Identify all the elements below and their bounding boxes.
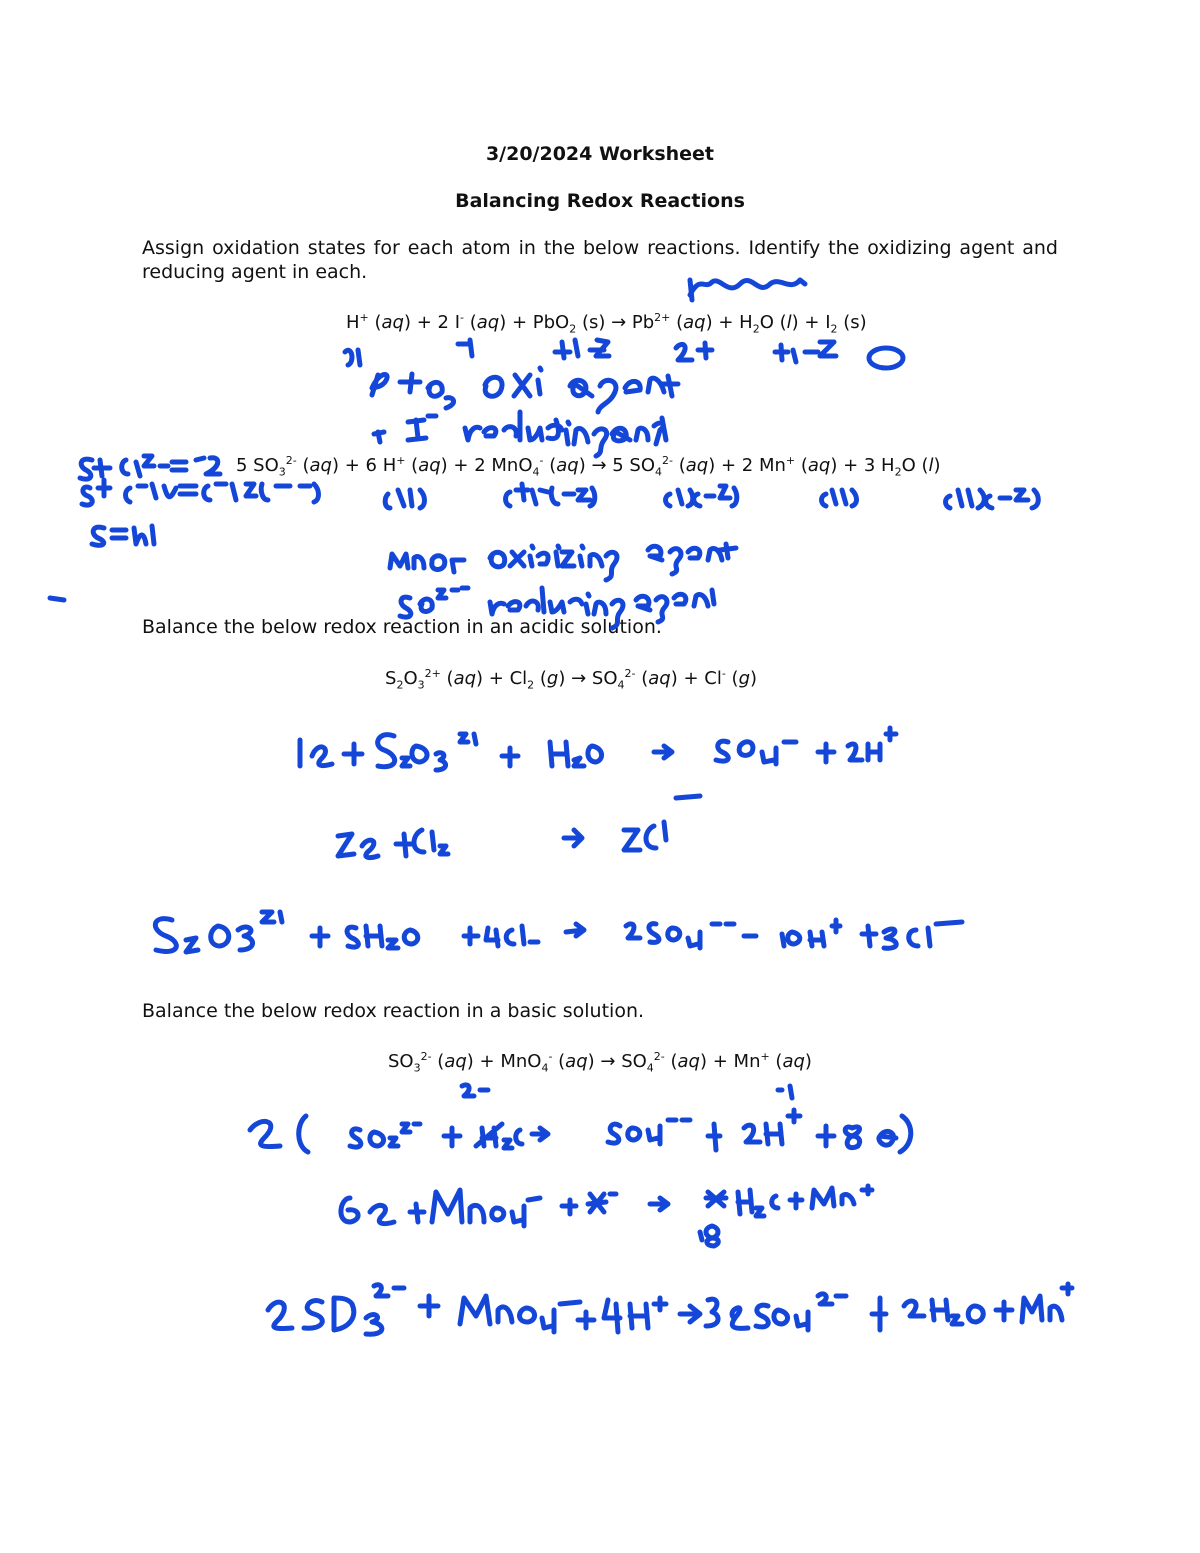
handwriting-scribble (624, 796, 700, 850)
handwriting-scribble (848, 728, 896, 760)
instructions-acidic: Balance the below redox reaction in an acidic solution. (142, 616, 662, 638)
handwriting-scribble (900, 1116, 911, 1152)
eq-part: ( (552, 1051, 566, 1072)
eq-part: ) → 5 SO (578, 455, 656, 476)
eq-part: ) + MnO (466, 1051, 542, 1072)
eq-part: ( (635, 668, 649, 689)
eq-sub: 3 (278, 465, 286, 479)
handwriting-scribble (300, 740, 332, 766)
eq-state: aq (556, 455, 579, 476)
eq-state: aq (565, 1051, 588, 1072)
eq-sup: - (539, 454, 544, 467)
eq-part: (s) → Pb (576, 312, 655, 333)
handwriting-scribble (608, 1120, 690, 1144)
handwriting-scribble (578, 1298, 666, 1332)
handwriting-scribble (268, 1285, 404, 1334)
eq-part: ) + I (791, 312, 831, 333)
eq-part: ) → SO (558, 668, 618, 689)
eq-sup: 2- (285, 454, 297, 467)
handwriting-scribble (372, 374, 454, 408)
eq-part: H (346, 312, 360, 333)
eq-sup: - (548, 1050, 553, 1063)
handwriting-scribble (666, 486, 737, 506)
eq-part: ) + Mn (699, 1051, 761, 1072)
handwriting-scribble (485, 368, 541, 396)
eq-state: g (738, 668, 750, 689)
eq-sub: 4 (532, 465, 540, 479)
handwriting-scribble (250, 1121, 280, 1146)
handwriting-scribble (946, 490, 1039, 508)
handwriting-scribble (818, 1126, 834, 1146)
eq-part: ) + Cl (670, 668, 722, 689)
handwriting-scribble (374, 416, 436, 442)
eq-part: ) (933, 455, 941, 476)
eq-part: ( (543, 455, 557, 476)
eq-part: ( (296, 455, 310, 476)
handwriting-scribble (312, 928, 328, 946)
handwriting-scribble (904, 1284, 1072, 1324)
eq-part: ( (405, 455, 419, 476)
handwriting-scribble (706, 1186, 872, 1216)
handwriting-scribble (344, 744, 362, 764)
eq-sup: - (460, 311, 464, 324)
handwriting-scribble (378, 734, 476, 770)
eq-state: aq (648, 668, 671, 689)
eq-sub: 4 (541, 1061, 549, 1075)
handwriting-scribble (432, 1190, 540, 1226)
eq-sup: 2+ (424, 667, 441, 680)
handwriting-circle (869, 348, 903, 368)
eq-part: ) (750, 668, 758, 689)
handwriting-scribble (299, 1116, 308, 1152)
eq-state: aq (677, 1051, 700, 1072)
handwriting-scribble (444, 1128, 460, 1146)
eq-part: O (403, 668, 418, 689)
eq-sub: 4 (646, 1061, 654, 1075)
equation-acidic (385, 667, 758, 692)
eq-sup: 2- (662, 454, 673, 467)
eq-part: ( (440, 668, 454, 689)
eq-sub: 4 (617, 678, 625, 692)
eq-state: aq (444, 1051, 467, 1072)
eq-sub: 2 (894, 465, 902, 479)
eq-part: ( (368, 312, 382, 333)
eq-sub: 3 (413, 1061, 421, 1075)
handwriting-scribble (818, 744, 834, 762)
eq-sub: 3 (417, 678, 425, 692)
handwriting-scribble (822, 490, 857, 506)
handwriting-scribble (708, 1124, 720, 1150)
handwriting-scribble (385, 490, 424, 508)
eq-sup: - (721, 667, 726, 680)
eq-state: aq (685, 455, 709, 476)
eq-sup: 2- (420, 1050, 432, 1063)
eq-part: S (385, 668, 397, 689)
eq-part: ( (664, 1051, 678, 1072)
handwriting-scribble (566, 418, 666, 456)
eq-part: O ( (901, 455, 929, 476)
eq-part: O ( (759, 312, 787, 333)
handwriting-scribble (490, 546, 617, 580)
handwriting-scribble (350, 1124, 420, 1147)
eq-part: ) → SO (587, 1051, 647, 1072)
handwriting-scribble (626, 924, 734, 948)
handwriting-scribble (502, 748, 518, 766)
eq-part: ( (431, 1051, 445, 1072)
eq-sub: 2 (830, 322, 838, 336)
eq-part: ( (795, 455, 808, 476)
handwriting-scribble (775, 342, 836, 362)
handwriting-scribble (676, 343, 712, 360)
handwriting-scribble (562, 1194, 616, 1214)
eq-part: ) (804, 1051, 812, 1072)
eq-state: aq (782, 1051, 805, 1072)
handwriting-scribble (464, 926, 538, 946)
eq-sup: + (396, 454, 406, 467)
handwriting-scribble (566, 924, 584, 936)
handwriting-scribble (460, 1296, 580, 1332)
handwriting-scribble (465, 412, 562, 440)
eq-state: aq (807, 455, 831, 476)
page-subtitle: Balancing Redox Reactions (455, 190, 745, 212)
handwriting-scribble (345, 350, 360, 365)
handwriting-scribble (410, 1204, 424, 1222)
handwriting-scribble (82, 480, 319, 505)
handwriting-scribble (400, 588, 468, 617)
handwriting-scribble (338, 834, 378, 858)
handwriting-scribble (744, 1086, 800, 1144)
eq-part: (s) (837, 312, 867, 333)
equation-basic (388, 1050, 812, 1075)
eq-part: ) + Cl (476, 668, 528, 689)
handwriting-scribble (420, 1296, 438, 1316)
handwriting-scribble (396, 830, 448, 856)
handwriting-scribble (782, 920, 840, 946)
handwriting-scribble (570, 376, 678, 412)
eq-part: SO (388, 1051, 414, 1072)
eq-sup: + (785, 454, 796, 467)
handwriting-scribble (716, 741, 796, 764)
eq-part: ( (464, 312, 477, 333)
handwriting-scribble (550, 742, 602, 766)
instructions-basic: Balance the below redox reaction in a basic solution. (142, 1000, 645, 1022)
eq-state: aq (476, 312, 500, 333)
eq-part: ) + 2 Mn (708, 455, 786, 476)
handwriting-scribble (862, 922, 962, 948)
equation-2 (236, 454, 941, 479)
eq-state: aq (309, 455, 332, 476)
handwriting-scribble (341, 1198, 394, 1224)
handwriting-scribble (654, 746, 672, 758)
equation-1 (346, 311, 867, 336)
eq-sub: 4 (655, 465, 663, 479)
eq-state: aq (453, 668, 477, 689)
handwriting-scribble (555, 340, 609, 358)
eq-sup: 2- (624, 667, 636, 680)
eq-part: ) + 2 MnO (440, 455, 533, 476)
eq-part: ( (769, 1051, 783, 1072)
eq-sub: 2 (527, 678, 535, 692)
eq-state: aq (683, 312, 706, 333)
handwriting-scribble (80, 456, 220, 479)
eq-part: ( (673, 455, 686, 476)
eq-sup: + (760, 1050, 770, 1063)
handwriting-scribble (845, 1127, 896, 1148)
handwriting-scribble (92, 526, 154, 545)
eq-state: l (786, 312, 792, 333)
instructions-oxidation-states: Assign oxidation states for each atom in the below reactions. Identify the oxidizing agent and reducing agent in each. (142, 237, 1058, 283)
handwriting-scribble (462, 1085, 488, 1096)
handwriting-scribble (458, 340, 472, 356)
handwriting-scribble (564, 830, 582, 846)
eq-part: ) + 3 H (830, 455, 895, 476)
eq-part: ( (534, 668, 547, 689)
eq-state: l (928, 455, 934, 476)
eq-sup: + (359, 311, 369, 324)
eq-part: ( (670, 312, 684, 333)
eq-part: ) + H (705, 312, 753, 333)
eq-part: ) + 2 I (403, 312, 461, 333)
handwriting-scribble (700, 1226, 718, 1246)
handwriting-scribble (50, 598, 64, 600)
handwriting-scribble (506, 484, 595, 506)
eq-state: aq (381, 312, 404, 333)
eq-part: ( (725, 668, 739, 689)
handwriting-scribble (476, 1124, 548, 1148)
handwriting-scribble (680, 1294, 846, 1330)
eq-part: ) + 6 H (331, 455, 397, 476)
eq-sub: 2 (396, 678, 404, 692)
eq-sub: 2 (569, 322, 577, 336)
eq-sup: 2+ (654, 311, 671, 324)
eq-sup: 2- (653, 1050, 665, 1063)
handwriting-scribble (648, 544, 736, 574)
page-title: 3/20/2024 Worksheet (485, 143, 715, 165)
eq-state: g (546, 668, 559, 689)
handwriting-scribble (347, 926, 418, 948)
eq-part: 5 SO (236, 455, 279, 476)
eq-state: aq (418, 455, 441, 476)
handwriting-scribble (650, 1198, 668, 1210)
handwriting-scribble (390, 554, 464, 572)
eq-part: ) + PbO (499, 312, 570, 333)
handwriting-scribble (211, 912, 282, 950)
handwriting-scribble (872, 1298, 886, 1330)
handwriting-scribble (155, 919, 198, 952)
eq-sub: 2 (752, 322, 760, 336)
